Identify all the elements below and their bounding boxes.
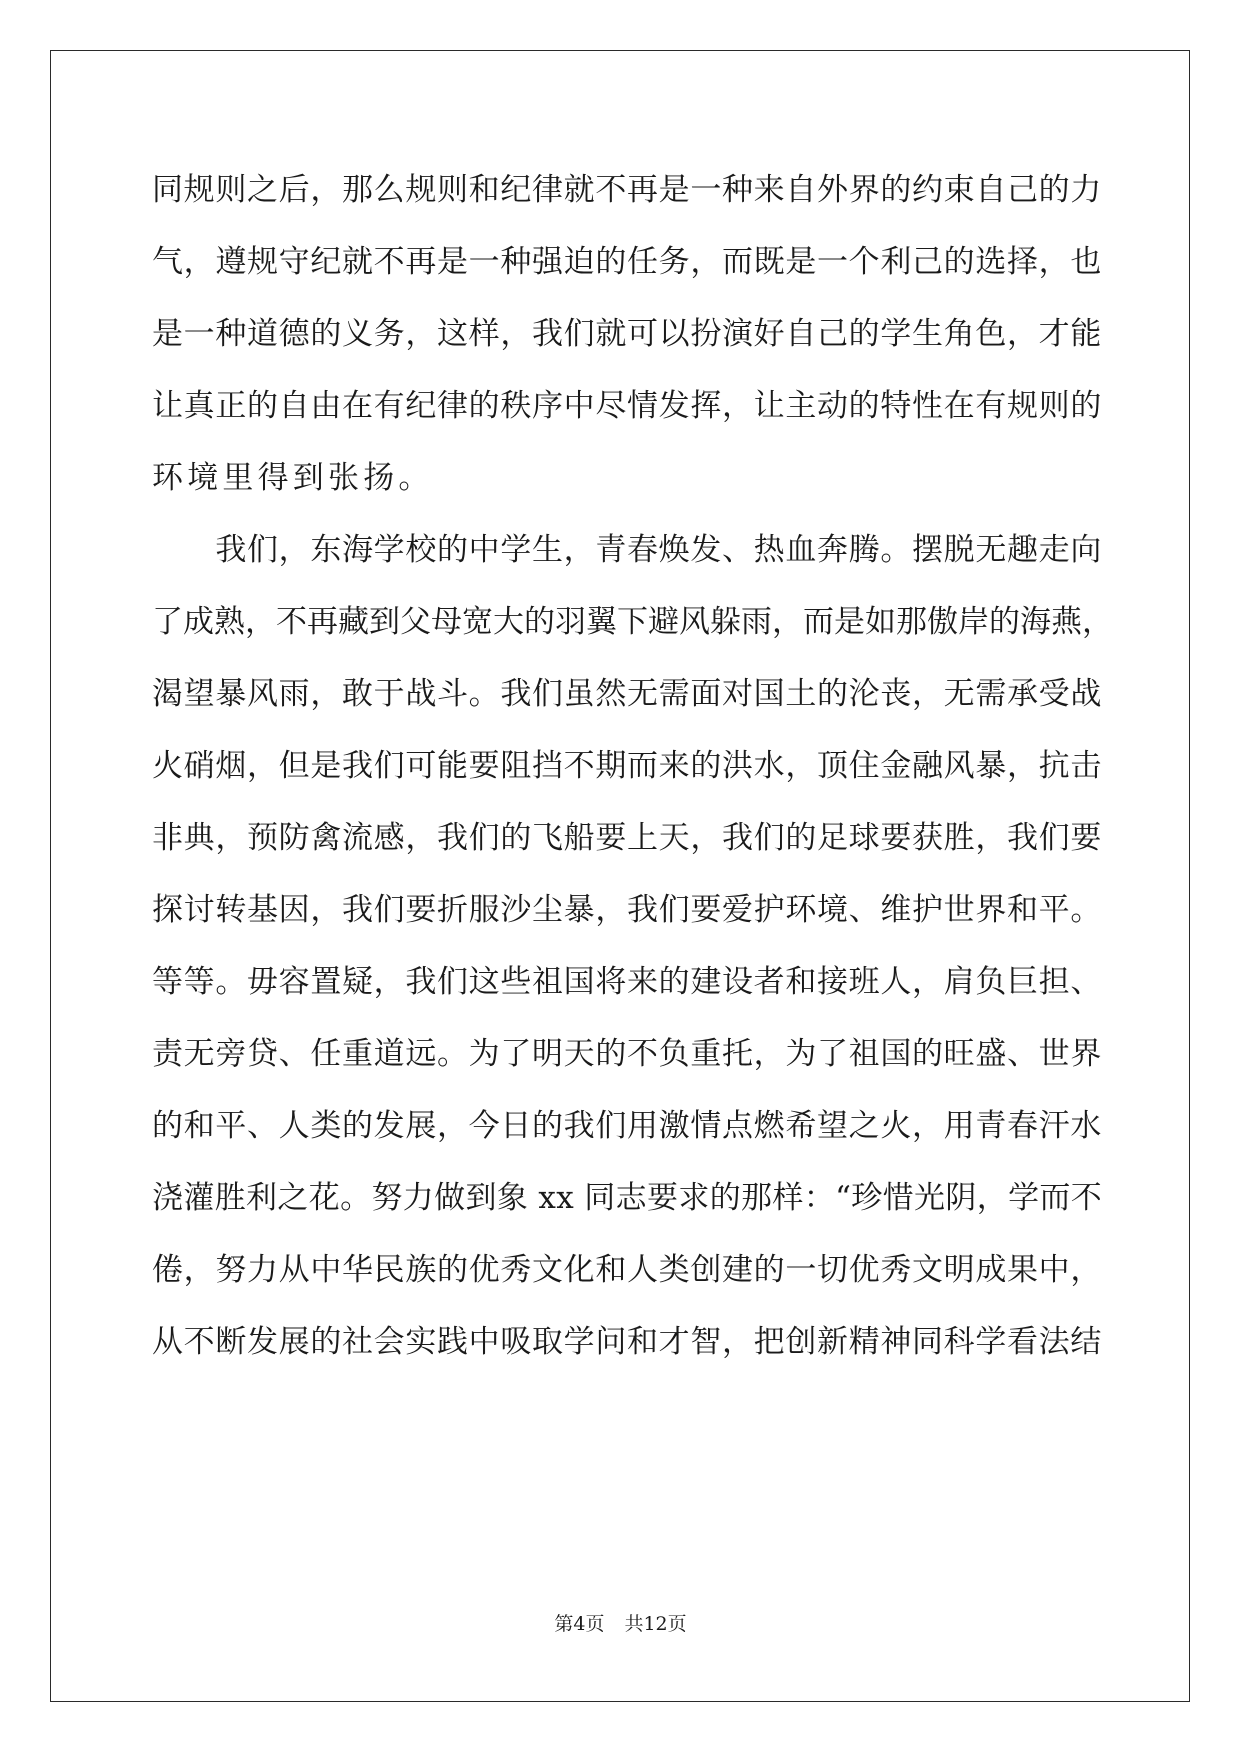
page-border (50, 50, 1190, 1702)
text-line: 环境里得到张扬。 (152, 460, 434, 496)
page-total: 共12页 (624, 1613, 687, 1635)
text-line: 了成熟，不再藏到父母宽大的羽翼下避风躲雨，而是如那傲岸的海燕， (152, 604, 1113, 640)
text-line: 让真正的自由在有纪律的秩序中尽情发挥，让主动的特性在有规则的 (152, 388, 1102, 424)
text-line: 等等。毋容置疑，我们这些祖国将来的建设者和接班人，肩负巨担、 (152, 964, 1102, 1000)
text-line: 火硝烟，但是我们可能要阻挡不期而来的洪水，顶住金融风暴，抗击 (152, 748, 1102, 784)
text-line: 浇灌胜利之花。努力做到象 xx 同志要求的那样：“珍惜光阴，学而不 (152, 1180, 1103, 1216)
text-line: 从不断发展的社会实践中吸取学问和才智，把创新精神同科学看法结 (152, 1324, 1102, 1360)
text-line: 责无旁贷、任重道远。为了明天的不负重托，为了祖国的旺盛、世界 (152, 1036, 1102, 1072)
text-line: 非典，预防禽流感，我们的飞船要上天，我们的足球要获胜，我们要 (152, 820, 1102, 856)
paragraph-start-line: 我们，东海学校的中学生，青春焕发、热血奔腾。摆脱无趣走向 (152, 532, 1102, 568)
text-line: 的和平、人类的发展，今日的我们用激情点燃希望之火，用青春汗水 (152, 1108, 1102, 1144)
page-number: 第4页 (554, 1613, 605, 1635)
text-line: 探讨转基因，我们要折服沙尘暴，我们要爱护环境、维护世界和平。 (152, 892, 1102, 928)
text-line: 是一种道德的义务，这样，我们就可以扮演好自己的学生角色，才能 (152, 316, 1102, 352)
page-footer (0, 1612, 1241, 1636)
text-line: 渴望暴风雨，敢于战斗。我们虽然无需面对国土的沦丧，无需承受战 (152, 676, 1102, 712)
text-line: 倦，努力从中华民族的优秀文化和人类创建的一切优秀文明成果中， (152, 1252, 1102, 1288)
text-line: 气，遵规守纪就不再是一种强迫的任务，而既是一个利己的选择，也 (152, 244, 1102, 280)
text-line: 同规则之后，那么规则和纪律就不再是一种来自外界的约束自己的力 (152, 172, 1102, 208)
